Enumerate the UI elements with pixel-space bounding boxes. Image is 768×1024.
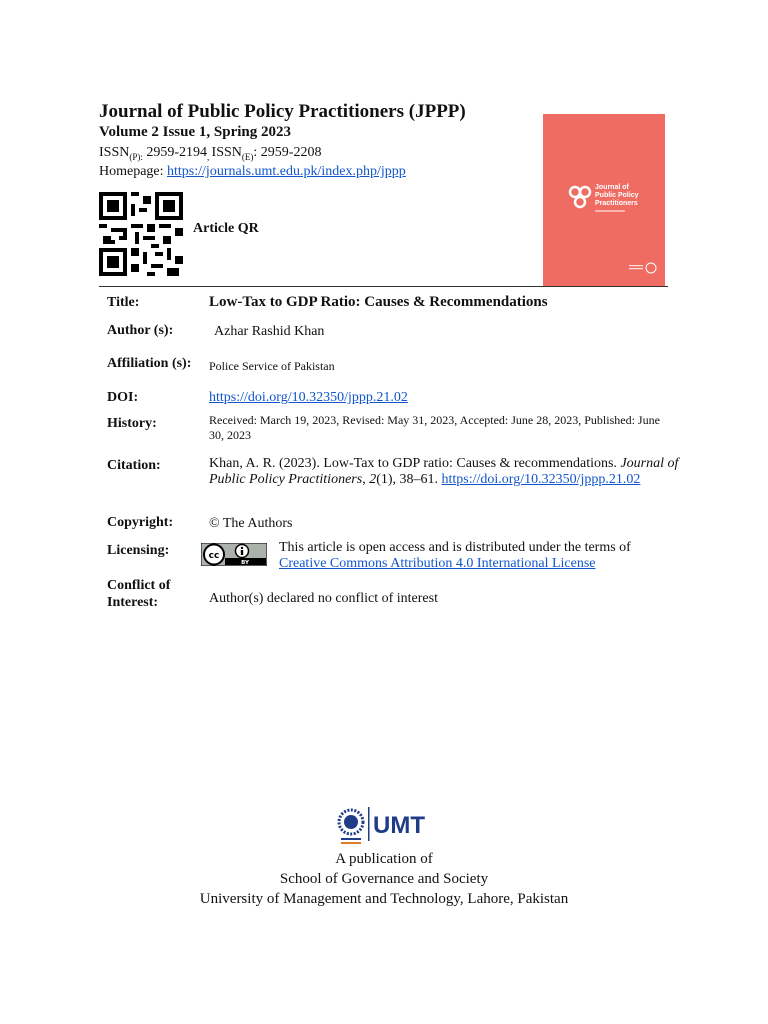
jppp-logo-icon: [567, 184, 593, 210]
cc-by-license-icon[interactable]: [201, 543, 267, 566]
conflict-label-line2: Interest:: [107, 595, 159, 610]
citation-sep: ,: [362, 472, 370, 487]
cover-seal-icon: [629, 262, 657, 274]
cover-title-line1: Journal of: [595, 184, 629, 191]
citation-label: Citation:: [107, 458, 161, 473]
issn-e-sub: (E): [241, 151, 254, 162]
cover-title-line3: Practitioners: [595, 200, 638, 207]
issn-e-value: : 2959-2208: [253, 145, 322, 160]
history-value: Received: March 19, 2023, Revised: May 31, 2023, Accepted: June 28, 2023, Published: June 30, 2023: [209, 413, 660, 442]
cover-title-line2: Public Policy: [595, 192, 639, 199]
citation-value: [209, 456, 679, 488]
author-value: Azhar Rashid Khan: [214, 324, 325, 339]
article-title: Low-Tax to GDP Ratio: Causes & Recommendations: [209, 294, 548, 310]
cc-glyph: cc: [208, 551, 220, 561]
licensing-label: Licensing:: [107, 543, 170, 558]
university-line: University of Management and Technology, Lahore, Pakistan: [199, 891, 569, 907]
umt-wordmark: UMT: [373, 812, 425, 839]
conflict-label-line1: Conflict of: [107, 578, 171, 593]
conflict-value: Author(s) declared no conflict of interest: [209, 591, 438, 606]
publication-line: A publication of: [335, 851, 433, 867]
affiliation-label: Affiliation (s):: [107, 356, 192, 371]
citation-journal: Journal of Public Policy Practitioners: [209, 456, 679, 487]
umt-logo-icon: [336, 803, 432, 847]
citation-volume: 2: [369, 472, 377, 487]
cover-title: [595, 184, 639, 208]
licensing-text: [279, 540, 639, 572]
cover-subtitle-bar: [595, 210, 625, 212]
article-qr-label: Article QR: [193, 221, 259, 236]
author-label: Author (s):: [107, 323, 174, 338]
homepage-label: Homepage:: [99, 164, 168, 179]
conflict-label: [107, 577, 170, 611]
volume-issue: Volume 2 Issue 1, Spring 2023: [99, 124, 291, 140]
title-label: Title:: [107, 295, 140, 310]
citation-pages: (1), 38–61.: [376, 472, 442, 487]
homepage-link[interactable]: https://journals.umt.edu.pk/index.php/jppp: [167, 164, 406, 179]
issn-line: [99, 145, 321, 162]
journal-title: Journal of Public Policy Practitioners (JPPP): [99, 101, 466, 122]
by-glyph: BY: [241, 560, 249, 566]
cc-license-link[interactable]: Creative Commons Attribution 4.0 International License: [279, 556, 596, 571]
doi-label: DOI:: [107, 390, 139, 405]
licensing-sentence: This article is open access and is distributed under the terms of: [279, 540, 631, 555]
issn-p-prefix: ISSN: [99, 145, 130, 160]
copyright-value: © The Authors: [209, 516, 293, 531]
history-label: History:: [107, 416, 157, 431]
copyright-label: Copyright:: [107, 515, 174, 530]
issn-e-prefix: ISSN: [211, 145, 242, 160]
affiliation-value: Police Service of Pakistan: [209, 359, 335, 373]
doi-link[interactable]: https://doi.org/10.32350/jppp.21.02: [209, 390, 408, 405]
issn-sep: ,: [207, 151, 212, 162]
journal-cover-image: [543, 114, 665, 286]
citation-doi-link[interactable]: https://doi.org/10.32350/jppp.21.02: [441, 472, 641, 487]
qr-code-icon: [99, 192, 183, 276]
issn-p-value: 2959-2194: [142, 145, 208, 160]
citation-text: Khan, A. R. (2023). Low-Tax to GDP ratio: Causes & recommendations.: [209, 456, 621, 471]
issn-p-sub: (P):: [129, 151, 143, 162]
header-divider: [99, 286, 668, 287]
school-line: School of Governance and Society: [279, 871, 489, 887]
homepage-line: [99, 164, 406, 180]
